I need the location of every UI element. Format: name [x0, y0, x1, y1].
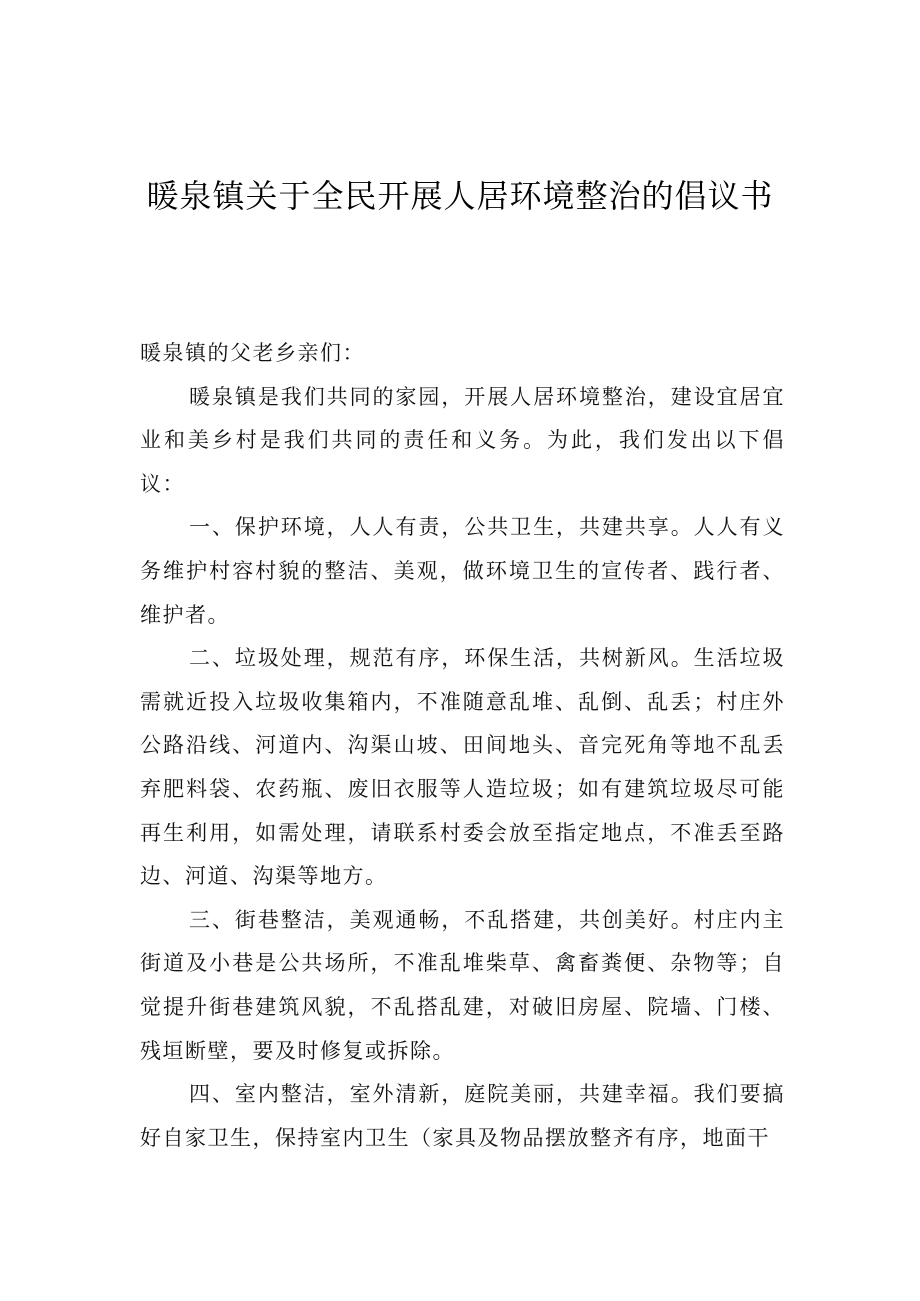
paragraph-item-2: 二、垃圾处理，规范有序，环保生活，共树新风。生活垃圾需就近投入垃圾收集箱内，不准随意乱堆、乱倒、乱丢；村庄外公路沿线、河道内、沟渠山坡、田间地头、音完死角等地不乱丢弃肥料袋、农药瓶、废旧衣服等人造垃圾；如有建筑垃圾尽可能再生利用，如需处理，请联系村委会放至指定地点，不准丢至路边、河道、沟渠等地方。 [140, 646, 785, 889]
salutation: 暖泉镇的父老乡亲们： [140, 341, 365, 365]
paragraph-item-1: 一、保护环境，人人有责，公共卫生，共建共享。人人有义务维护村容村貌的整洁、美观，做环境卫生的宣传者、践行者、维护者。 [140, 515, 785, 627]
paragraph-intro: 暖泉镇是我们共同的家园，开展人居环境整治，建设宜居宜业和美乡村是我们共同的责任和义务。为此，我们发出以下倡议： [140, 384, 785, 496]
paragraph-item-4: 四、室内整洁，室外清新，庭院美丽，共建幸福。我们要搞好自家卫生，保持室内卫生（家具及物品摆放整齐有序，地面干 [140, 1082, 785, 1150]
document-body [140, 332, 785, 1160]
paragraph-item-3: 三、街巷整洁，美观通畅，不乱搭建，共创美好。村庄内主街道及小巷是公共场所，不准乱堆柴草、禽畜粪便、杂物等；自觉提升街巷建筑风貌，不乱搭乱建，对破旧房屋、院墙、门楼、残垣断壁，要及时修复或拆除。 [140, 907, 785, 1063]
document-title: 暖泉镇关于全民开展人居环境整治的倡议书 [146, 177, 774, 215]
